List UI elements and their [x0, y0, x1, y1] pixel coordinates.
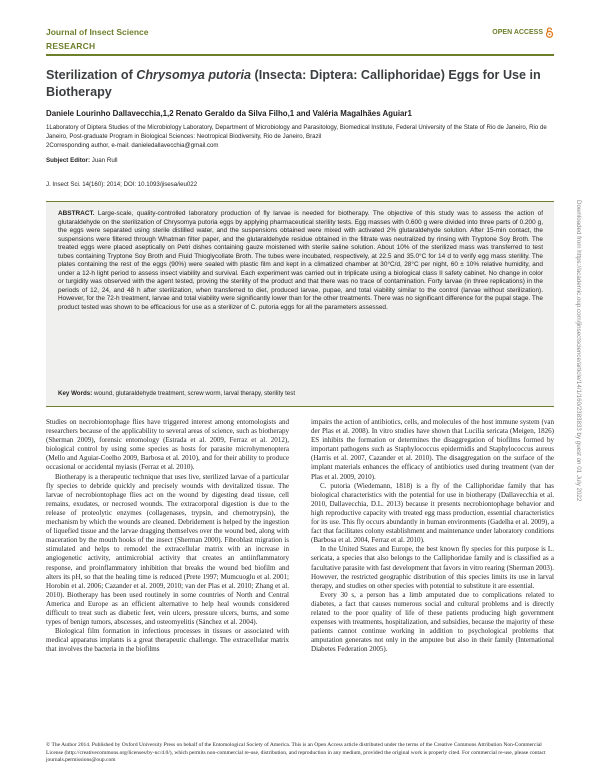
affiliation-2: 2Corresponding author, e-mail: danieledallavecchia@gmail.com — [46, 141, 219, 149]
body-column-left — [46, 418, 289, 654]
keywords-list: wound, glutaraldehyde treatment, screw worm, larval therapy, sterility test — [92, 390, 296, 397]
paragraph: Every 30 s, a person has a limb amputated due to complications related to diabetes, a fact that causes numerous social and cultural problems and is directly related to the poor quality of life of these patients producing high government expenses with treatments, hospitalization, and subsidies, because the majority of these patients cannot continue working in addition to psychological problems that amputation generates not only in the amputee but also in their family (International Diabetes Federation 2005). — [311, 590, 554, 654]
author-list: Daniele Lourinho Dallavecchia,1,2 Renato Geraldo da Silva Filho,1 and Valéria Magalhães Aguiar1 — [46, 109, 412, 118]
download-watermark — [570, 200, 582, 730]
download-watermark-text: Downloaded from https://academic.oup.com/jinsectscience/article/14/1/160/2383833 by guest on 01 July 2022 — [575, 200, 582, 502]
body-column-right — [311, 418, 554, 654]
article-title — [46, 67, 546, 101]
copyright-footer: © The Author 2014. Published by Oxford University Press on behalf of the Entomological Society of America. This is an Open Access article distributed under the terms of the Creative Commons Attribution Non-Commercial License (http://creativecommons.org/licenses/by-nc/4.0/), which permits non-commercial re-use, distribution, and reproduction in any medium, provided the original work is properly cited. For commercial re-use, please contact journals.permissions@oup.com — [46, 742, 546, 763]
subject-editor — [46, 157, 118, 164]
abstract-label: ABSTRACT. — [58, 210, 95, 217]
title-species: Chrysomya putoria — [136, 68, 252, 82]
open-lock-icon — [545, 27, 554, 38]
subject-editor-label: Subject Editor: — [46, 157, 91, 164]
journal-name[interactable]: Journal of Insect Science — [46, 27, 149, 37]
affiliations — [46, 124, 554, 151]
abstract-box — [46, 201, 554, 407]
paragraph: C. putoria (Wiedemann, 1818) is a fly of the Calliphoridae family that has biological characteristics with the potential for use in biotherapy (Dallavecchia et al. 2010, Dallavecchia, D.L. 2013) because it presents necrobiontophage behavior and high reproductive capacity with treated egg mass production, essential characteristics for its use. This fly occurs abundantly in human environments (Gadelha et al. 2009), a fact that facilitates colony establishment and maintenance under laboratory conditions (Barbosa et al. 2004, Ferraz et al. 2010). — [311, 481, 554, 545]
abstract-text — [58, 210, 543, 313]
keywords — [58, 390, 543, 397]
keywords-label: Key Words: — [58, 390, 93, 397]
affiliation-1: 1Laboratory of Diptera Studies of the Microbiology Laboratory, Department of Microbiology and Parasitology, Biomedical Institute, Federal University of the State of Rio de Janeiro, Rio de Janeiro, Post-graduate Program in Biological Sciences: Neotropical Biodiversity, Rio de Janeiro, Brazil — [46, 124, 547, 140]
abstract-body: Large-scale, quality-controlled laboratory production of fly larvae is needed for biotherapy. The objective of this study was to assess the action of glutaraldehyde on the sterilization of Chrysomya putoria eggs by applying pharmaceutical sterility tests. Egg masses with 0.600 g were divided into three parts of 0.200 g, the eggs were separated using sterile distilled water, and the suspensions obtained were mixed with activated 2% glutaraldehyde solution. After 15-min contact, the suspensions were filtered through Whatman filter paper, and the glutaraldehyde residue obtained in the filtrate was neutralized by rinsing with Tryptone Soy Broth. The treated eggs were placed aseptically on Petri dishes containing gauze moistened with sterile saline solution. About 10% of the sterilized mass was transferred to test tubes containing Tryptone Soy Broth and Fluid Thioglycollate Broth. The tubes were incubated, respectively, at 22.5 and 35.0°C for 14 d to verify egg mass sterility. The plates containing the rest of the eggs (90%) were sealed with plastic film and kept in a climatized chamber at 30°C/d, 28°C per night, 60 ± 10% relative humidity, and under a 12-h light period to assess insect viability and survival. Each experiment was carried out in triplicate using a biological class II safety cabinet. No change in color or turgidity was observed with the agent tested, proving the sterility of the product and that there was no trace of contamination. Forty larvae (in three replications) in the periods of 12, 24, and 48 h after sterilization, when transferred to diet, produced larvae, pupae, and total viability similar to the control (larvae without sterilization). However, for the 72-h treatment, larvae and total viability were significantly lower than for the other treatments. There was no significant difference for the pupal stage. The product tested was shown to be efficacious for use as a sterilizer of C. putoria eggs for all the parameters assessed. — [58, 210, 543, 312]
header-divider — [46, 54, 554, 56]
section-label: RESEARCH — [46, 41, 96, 51]
paragraph: Biotherapy is a therapeutic technique that uses live, sterilized larvae of a particular fly species to debride quickly and precisely wounds with devitalized tissue. The larvae of necrobiontophage flies act on the wound by digesting dead tissue, cell remains, exudates, or necrosed wounds. The extracorporal digestion is due to the release of proteolytic enzymes (collagenases, trypsin, and chemotrypsin), the mechanism by which the wounds are cleaned. Debridement is helped by the ingestion of liquefied tissue and the larvae dragging themselves over the wound bed, along with maceration by the mouth hooks of the insect (Sherman 2000). Fibroblast migration is stimulated and helps to remodel the extracellular matrix with an increase in angiogenetic activity, antimicrobial activity that creates an antiinflammatory response, and proinflammatory inhibition that breaks the wound bed biofilm and alters its pH, so that the healing time is reduced (Prete 1997; Mumcuoglu et al. 2001; Horobin et al. 2006; Cazander et al. 2009, 2010; van der Plas et al. 2010; Zhang et al. 2010). Biotherapy has been used routinely in some countries of North and Central America and Europe as an efficient alternative to help heal wounds considered difficult to treat such as diabetic feet, vein ulcers, pressure ulcers, burns, and some types of benign tumors, abscesses, and osteomyelitis (Sánchez et al. 2004). — [46, 472, 289, 627]
subject-editor-name: Juan Rull — [90, 157, 118, 164]
paragraph: impairs the action of antibiotics, cells, and molecules of the host immune system (van der Plas et al. 2008). In vitro studies have shown that Lucilia sericata (Meigen, 1826) ES inhibits the formation or determines the disaggregation of biofilms formed by important pathogens such as Staphylococcus epidermidis and Staphylococcus aureus (Harris et al. 2007, Cazander et al. 2010). The disaggregation on the surface of the implant materials enhances the efficacy of antibiotics used during treatment (van der Plas et al. 2009, 2010). — [311, 418, 554, 481]
open-access-label: OPEN ACCESS — [492, 29, 543, 36]
paragraph: In the United States and Europe, the best known fly species for this purpose is L. sericata, a species that also belongs to the Calliphoridae family and is classified as a facultative parasite with fast development that favors in vitro rearing (Sherman 2003). However, the restricted geographic distribution of this species limits its use in larval therapy, and studies on other species with potential to substitute it are essential. — [311, 545, 554, 590]
title-part-1: Sterilization of — [46, 68, 137, 82]
citation-line: J. Insect Sci. 14(160): 2014; DOI: 10.1093/jisesa/ieu022 — [46, 181, 198, 188]
journal-header — [46, 27, 554, 57]
open-access-badge[interactable] — [492, 27, 554, 38]
title-part-2: (Insecta: Diptera: Calliphoridae) Eggs for Use in Biotherapy — [46, 68, 541, 99]
paragraph: Studies on necrobiontophage flies have triggered interest among entomologists and researchers because of the applicability to several areas of science, such as biotherapy (Sherman 2009), forensic entomology (Estrada et al. 2009, Ferraz et al. 2012), biological control by using some species as hosts for parasite microhymenoptera (Mello and Aguiar-Coelho 2009, Barbosa et al. 2010), and for their ability to produce occasional or accidental myiasis (Ferraz et al. 2010). — [46, 418, 289, 472]
paragraph: Biological film formation in infectious processes in tissues or associated with medical apparatus implants is a great therapeutic challenge. The extracellular matrix that involves the bacteria in the biofilms — [46, 627, 289, 654]
